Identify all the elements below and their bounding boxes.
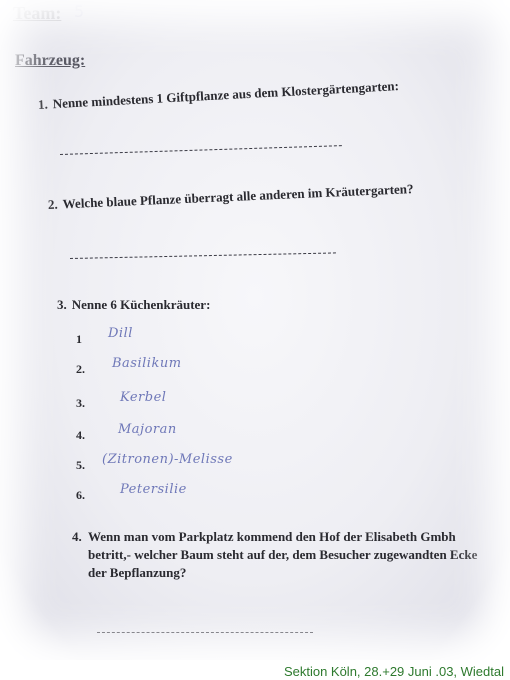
question-text: Nenne mindestens 1 Giftpflanze aus dem Klostergärtengarten: [52,78,400,112]
question-number: 2. [47,196,59,212]
vehicle-label: Fahrzeug: [15,52,86,69]
question-2 [48,181,414,213]
question-4 [72,528,492,582]
question-number: 3. [57,297,67,312]
herb-number: 4. [76,428,85,442]
question-number: 4. [72,529,82,544]
team-value: 5 [74,2,85,21]
question-1 [38,78,400,113]
herb-number: 2. [76,362,85,376]
herb-answer: Dill [108,326,133,341]
answer-line-1 [60,145,342,155]
question-text: Welche blaue Pflanze überragt alle anderen im Kräutergarten? [62,181,414,212]
herb-answer: Petersilie [120,482,187,497]
herb-answer: Kerbel [120,390,167,405]
team-label: Team: [13,3,62,23]
herb-answer: Basilikum [112,356,182,371]
question-text: Nenne 6 Küchenkräuter: [71,297,211,312]
herb-number: 3. [76,396,85,410]
photo-caption: Sektion Köln, 28.+29 Juni .03, Wiedtal [283,664,504,679]
herb-answer: Majoran [118,422,177,437]
herb-number: 1 [76,332,82,346]
herb-answer: (Zitronen)-Melisse [102,452,233,467]
answer-line-2 [70,252,336,259]
question-text: Wenn man vom Parkplatz kommend den Hof der Elisabeth Gmbh betritt,- welcher Baum steht auf der, dem Besucher zugewandten Ecke der Bepflanzung? [88,529,478,580]
question-3 [57,297,210,313]
herb-number: 5. [76,458,85,472]
herb-number: 6. [76,488,85,502]
answer-line-4 [97,632,313,633]
question-number: 1. [37,96,49,112]
